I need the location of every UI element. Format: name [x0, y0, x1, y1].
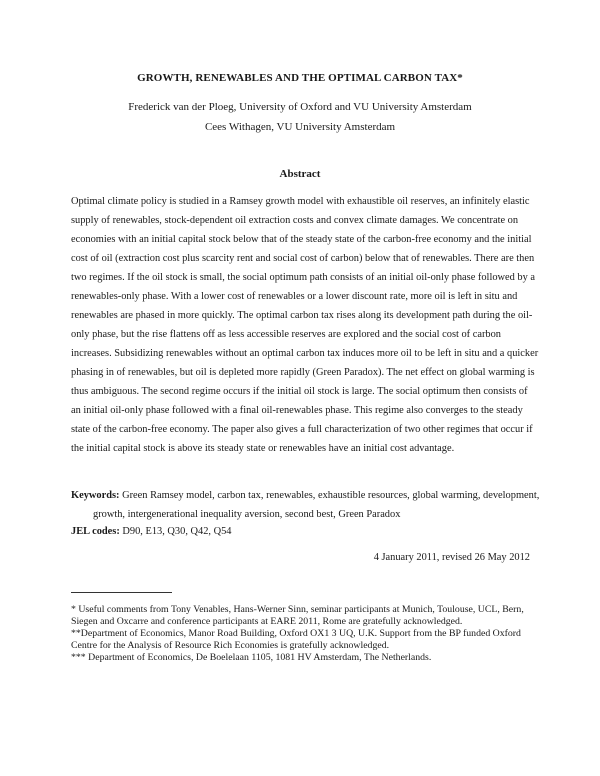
keywords	[71, 486, 563, 524]
jel-text: D90, E13, Q30, Q42, Q54	[122, 526, 232, 537]
keywords-text: Green Ramsey model, carbon tax, renewables, exhaustible resources, global warming, development, growth, intergenerational inequality aversion, second best, Green Paradox	[93, 490, 540, 520]
footnotes	[71, 604, 541, 664]
keywords-label: Keywords:	[71, 490, 120, 501]
author-line-2: Cees Withagen, VU University Amsterdam	[204, 121, 396, 133]
footnote-2: **Department of Economics, Manor Road Building, Oxford OX1 3 UQ, U.K. Support from the BP funded Oxford Centre for the Analysis of Resource Rich Economies is gratefully acknowledged.	[71, 628, 521, 651]
abstract-text: Optimal climate policy is studied in a Ramsey growth model with exhaustible oil reserves, an infinitely elastic supply of renewables, stock-dependent oil extraction costs and convex climate damages. We concentrate on economies with an initial capital stock below that of the steady state of the carbon-free economy and the initial cost of oil (extraction cost plus scarcity rent and social cost of carbon) below that of renewables. There are then two regimes. If the oil stock is small, the social optimum path consists of an initial oil-only phase followed by a renewables-only phase. With a lower cost of renewables or a lower discount rate, more oil is left in situ and renewables are phased in more quickly. The optimal carbon tax rises along its development path during the oil-only phase, but the rise flattens off as less accessible reserves are explored and the social cost of carbon increases. Subsidizing renewables without an optimal carbon tax induces more oil to be left in situ and a quicker phasing in of renewables, but oil is depleted more rapidly (Green Paradox). The net effect on global warming is thus ambiguous. The second regime occurs if the initial oil stock is large. The social optimum then consists of an initial oil-only phase followed with a final oil-renewables phase. This regime also converges to the steady state of the carbon-free economy. The paper also gives a full characterization of two other regimes that occur if the initial capital stock is above its steady state or renewables have an initial cost advantage.	[71, 196, 539, 454]
jel-codes	[71, 526, 232, 537]
footnote-1: * Useful comments from Tony Venables, Hans-Werner Sinn, seminar participants at Munich, Toulouse, UCL, Bern, Siegen and Oxcarre and conference participants at EARE 2011, Rome are gratefully acknowledged.	[71, 604, 524, 627]
paper-title: GROWTH, RENEWABLES AND THE OPTIMAL CARBON TAX*	[137, 72, 463, 84]
footnote-3: *** Department of Economics, De Boelelaan 1105, 1081 HV Amsterdam, The Netherlands.	[71, 652, 432, 663]
author-line-1: Frederick van der Ploeg, University of Oxford and VU University Amsterdam	[128, 101, 472, 113]
revision-date: 4 January 2011, revised 26 May 2012	[373, 552, 530, 563]
jel-label: JEL codes:	[71, 526, 120, 537]
abstract-heading: Abstract	[279, 168, 321, 180]
footnote-rule	[71, 592, 172, 593]
